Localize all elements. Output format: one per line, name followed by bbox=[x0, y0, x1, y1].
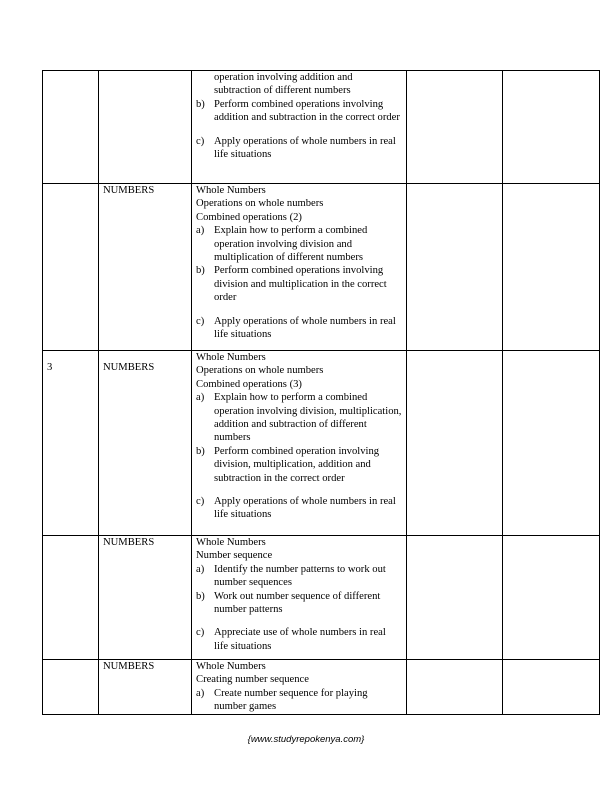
lesson-heading-line: Whole Numbers bbox=[196, 537, 266, 548]
list-spacer bbox=[196, 305, 402, 315]
resources-cell bbox=[407, 71, 503, 184]
week-cell bbox=[43, 184, 99, 351]
item-text: Perform combined operation involving division, multiplication, addition and subtraction in the correct order bbox=[214, 445, 380, 484]
lesson-heading-line: Combined operations (2) bbox=[196, 211, 302, 223]
resources-cell bbox=[407, 351, 503, 536]
item-marker: b) bbox=[196, 265, 205, 277]
outcome-list bbox=[196, 71, 402, 161]
item-marker: a) bbox=[196, 687, 205, 699]
scheme-of-work-table bbox=[42, 70, 600, 715]
lesson-heading-line: Whole Numbers bbox=[196, 185, 266, 196]
week-cell bbox=[43, 660, 99, 715]
lesson-content-cell bbox=[192, 536, 407, 660]
item-marker bbox=[196, 71, 214, 98]
remarks-cell bbox=[503, 536, 600, 660]
list-item bbox=[196, 135, 402, 162]
table-row bbox=[43, 184, 600, 351]
lesson-heading-line: Creating number sequence bbox=[196, 674, 309, 686]
item-text: operation involving addition and subtraction of different numbers bbox=[214, 72, 353, 97]
lesson-heading-line: Number sequence bbox=[196, 550, 273, 562]
list-item bbox=[196, 563, 402, 590]
lesson-heading-line: Whole Numbers bbox=[196, 352, 266, 363]
lesson-content-cell bbox=[192, 71, 407, 184]
item-marker: b) bbox=[196, 590, 205, 602]
item-text: Perform combined operations involving division and multiplication in the correct order bbox=[214, 265, 387, 304]
outcome-list bbox=[196, 687, 402, 714]
item-marker: c) bbox=[196, 627, 205, 639]
table-body bbox=[43, 71, 600, 715]
remarks-cell bbox=[503, 660, 600, 715]
list-item bbox=[196, 495, 402, 522]
table-row bbox=[43, 536, 600, 660]
list-item bbox=[196, 315, 402, 342]
lesson-heading-line: Whole Numbers bbox=[196, 661, 266, 672]
lesson-content-cell bbox=[192, 184, 407, 351]
item-marker: c) bbox=[196, 135, 205, 147]
outcome-list bbox=[196, 563, 402, 653]
resources-cell bbox=[407, 184, 503, 351]
list-item bbox=[196, 445, 402, 485]
item-text: Perform combined operations involving addition and subtraction in the correct order bbox=[214, 98, 400, 124]
item-text: Create number sequence for playing number games bbox=[214, 687, 368, 713]
strand-cell bbox=[99, 71, 192, 184]
week-cell: 3 bbox=[43, 351, 99, 536]
resources-cell bbox=[407, 660, 503, 715]
lesson-heading-line: Operations on whole numbers bbox=[196, 198, 324, 210]
week-cell bbox=[43, 536, 99, 660]
week-cell bbox=[43, 71, 99, 184]
list-item bbox=[196, 391, 402, 445]
list-spacer bbox=[196, 125, 402, 135]
list-item bbox=[196, 687, 402, 714]
item-text: Identify the number patterns to work out number sequences bbox=[214, 563, 386, 589]
item-text: Explain how to perform a combined operation involving division, multiplication, addition and subtraction of different numbers bbox=[214, 392, 402, 444]
outcome-list bbox=[196, 224, 402, 341]
table-row bbox=[43, 351, 600, 536]
list-item bbox=[196, 626, 402, 653]
list-item bbox=[196, 98, 402, 125]
strand-cell: NUMBERS bbox=[99, 351, 192, 536]
strand-cell: NUMBERS bbox=[99, 536, 192, 660]
item-text: Apply operations of whole numbers in real life situations bbox=[214, 135, 396, 161]
list-item bbox=[196, 264, 402, 304]
item-marker: b) bbox=[196, 98, 205, 110]
list-spacer bbox=[196, 616, 402, 626]
table-row bbox=[43, 660, 600, 715]
page-footer: {www.studyrepokenya.com} bbox=[247, 734, 365, 745]
strand-cell: NUMBERS bbox=[99, 184, 192, 351]
item-marker: b) bbox=[196, 445, 205, 457]
list-item bbox=[196, 590, 402, 617]
item-marker: a) bbox=[196, 225, 205, 237]
list-spacer bbox=[196, 485, 402, 495]
lesson-content-cell bbox=[192, 660, 407, 715]
lesson-heading-line: Operations on whole numbers bbox=[196, 365, 324, 377]
remarks-cell bbox=[503, 184, 600, 351]
item-text: Apply operations of whole numbers in real life situations bbox=[214, 496, 396, 521]
item-text: Explain how to perform a combined operation involving division and multiplication of different numbers bbox=[214, 225, 368, 264]
item-marker: c) bbox=[196, 496, 205, 508]
remarks-cell bbox=[503, 351, 600, 536]
list-item bbox=[196, 224, 402, 264]
item-text: Apply operations of whole numbers in real life situations bbox=[214, 315, 396, 341]
remarks-cell bbox=[503, 71, 600, 184]
item-text: Work out number sequence of different number patterns bbox=[214, 590, 381, 616]
item-text: Appreciate use of whole numbers in real life situations bbox=[214, 627, 386, 652]
resources-cell bbox=[407, 536, 503, 660]
outcome-list bbox=[196, 391, 402, 522]
item-marker: a) bbox=[196, 392, 205, 404]
table-row bbox=[43, 71, 600, 184]
lesson-content-cell bbox=[192, 351, 407, 536]
strand-cell: NUMBERS bbox=[99, 660, 192, 715]
list-item bbox=[196, 71, 402, 98]
item-marker: a) bbox=[196, 563, 205, 575]
lesson-heading-line: Combined operations (3) bbox=[196, 378, 302, 390]
item-marker: c) bbox=[196, 315, 205, 327]
